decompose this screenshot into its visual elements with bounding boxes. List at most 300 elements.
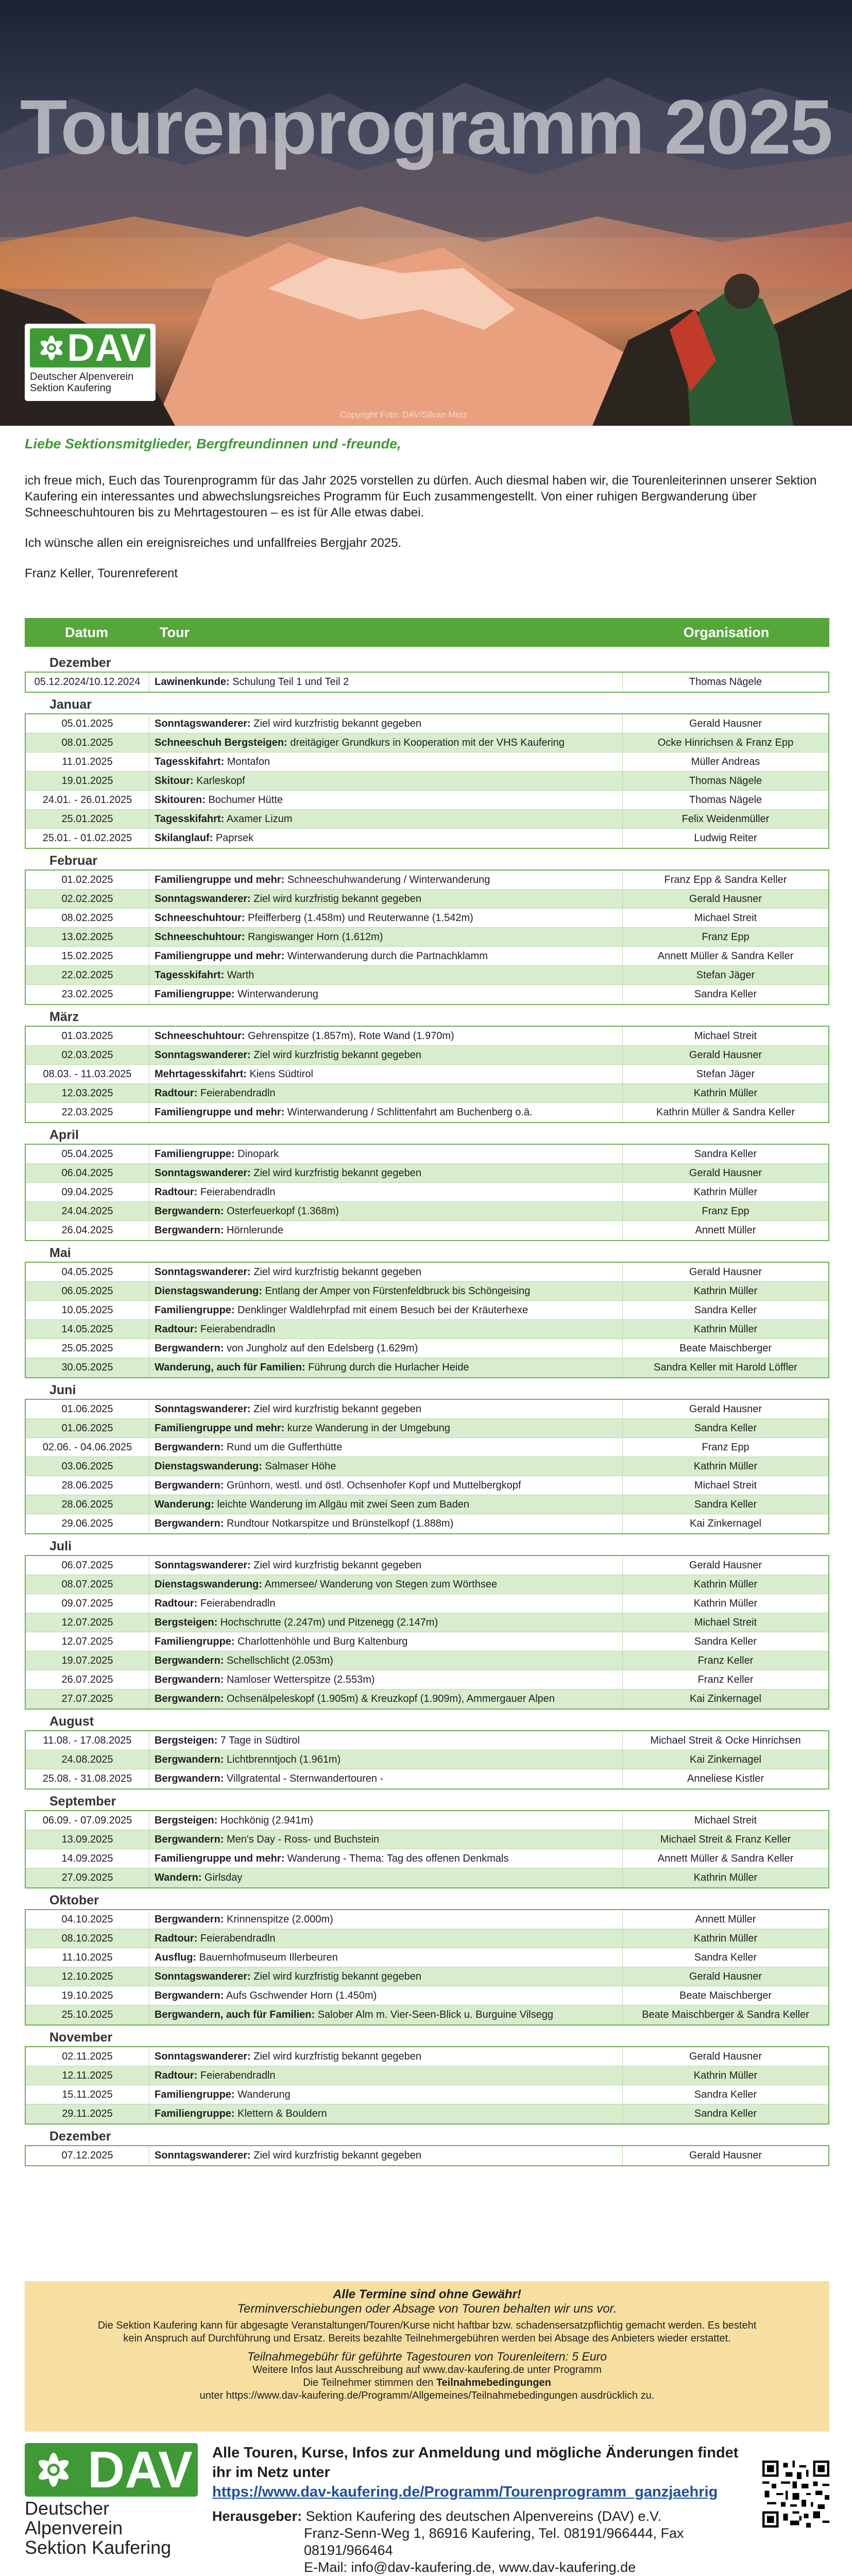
row-category: Familiengruppe: xyxy=(155,1635,235,1647)
row-tour xyxy=(149,2009,622,2021)
footer-logo-line-1: Deutscher Alpenverein xyxy=(25,2498,123,2538)
row-organisation: Gerald Hausner xyxy=(622,714,828,733)
row-date: 26.04.2025 xyxy=(26,1221,149,1240)
row-category: Bergwandern, auch für Familien: xyxy=(155,2009,315,2020)
row-date: 28.06.2025 xyxy=(26,1495,149,1514)
edelweiss-icon xyxy=(30,328,63,367)
table-row xyxy=(26,1027,828,1046)
row-date: 25.10.2025 xyxy=(26,2005,149,2025)
table-row xyxy=(26,733,828,752)
row-date: 19.10.2025 xyxy=(26,1986,149,2005)
row-tour xyxy=(149,989,622,1000)
terms-note xyxy=(25,2377,829,2389)
table-row xyxy=(26,1514,828,1533)
row-organisation: Kai Zinkernagel xyxy=(622,1750,828,1769)
row-category: Tagesskifahrt: xyxy=(155,969,225,981)
row-description: Winterwanderung durch die Partnachklamm xyxy=(284,950,488,962)
row-organisation: Michael Streit xyxy=(622,1613,828,1632)
row-tour xyxy=(149,718,622,730)
row-date: 08.01.2025 xyxy=(26,733,149,752)
row-date: 19.07.2025 xyxy=(26,1651,149,1670)
row-organisation: Michael Streit xyxy=(622,1811,828,1830)
row-tour xyxy=(149,1266,622,1278)
month-rows xyxy=(25,1730,829,1789)
row-date: 06.04.2025 xyxy=(26,1164,149,1182)
row-organisation: Kathrin Müller & Sandra Keller xyxy=(622,1103,828,1122)
table-row xyxy=(26,2146,828,2165)
table-row xyxy=(26,1670,828,1690)
row-description: Ammersee/ Wanderung von Stegen zum Wörthsee xyxy=(262,1578,498,1590)
row-category: Familiengruppe und mehr: xyxy=(155,1107,285,1118)
row-description: Feierabendradln xyxy=(197,1323,276,1335)
row-description: Grünhorn, westl. und östl. Ochsenhofer Kopf und Muttelbergkopf xyxy=(224,1479,521,1491)
row-tour xyxy=(149,1285,622,1297)
dav-logo xyxy=(25,324,156,401)
month-heading: Februar xyxy=(49,854,98,868)
row-description: Denklinger Waldlehrpfad mit einem Besuch bei der Kräuterhexe xyxy=(234,1304,529,1316)
month-rows xyxy=(25,1399,829,1534)
row-category: Familiengruppe: xyxy=(155,1304,235,1316)
row-category: Bergwandern: xyxy=(155,1441,224,1453)
row-organisation: Michael Streit xyxy=(622,1476,828,1495)
row-description: Hochschrutte (2.247m) und Pitzenegg (2.147m) xyxy=(217,1616,438,1628)
row-organisation: Kathrin Müller xyxy=(622,1457,828,1476)
row-description: Rangiswanger Horn (1.612m) xyxy=(245,931,383,943)
row-organisation: Sandra Keller xyxy=(622,1948,828,1967)
row-category: Bergwandern: xyxy=(155,1753,224,1765)
row-description: Paprsek xyxy=(213,832,254,844)
table-row xyxy=(26,1849,828,1868)
row-tour xyxy=(149,1068,622,1080)
row-description: Ziel wird kurzfristig bekannt gegeben xyxy=(250,1266,421,1278)
logo-line-2: Sektion Kaufering xyxy=(30,382,111,394)
row-tour xyxy=(149,1324,622,1335)
row-category: Bergwandern: xyxy=(155,1833,224,1845)
row-category: Sonntagswanderer: xyxy=(155,1559,251,1571)
row-category: Sonntagswanderer: xyxy=(155,1403,251,1415)
row-tour xyxy=(149,1754,622,1766)
row-date: 04.10.2025 xyxy=(26,1910,149,1929)
row-tour xyxy=(149,1853,622,1865)
row-description: Namloser Wetterspitze (2.553m) xyxy=(224,1674,375,1685)
month-heading: November xyxy=(49,2030,113,2045)
row-date: 05.01.2025 xyxy=(26,714,149,733)
table-row xyxy=(26,1339,828,1358)
row-organisation: Kathrin Müller xyxy=(622,2066,828,2085)
row-tour xyxy=(149,737,622,749)
row-description: Ziel wird kurzfristig bekannt gegeben xyxy=(250,893,421,905)
table-row xyxy=(26,985,828,1004)
row-category: Bergwandern: xyxy=(155,1913,224,1925)
intro-signature: Franz Keller, Tourenreferent xyxy=(25,566,178,580)
row-organisation: Ludwig Reiter xyxy=(622,829,828,848)
greeting: Liebe Sektionsmitglieder, Bergfreundinnen und -freunde, xyxy=(25,436,401,451)
table-row xyxy=(26,1750,828,1769)
row-description: Ziel wird kurzfristig bekannt gegeben xyxy=(250,2050,421,2062)
table-row xyxy=(26,1358,828,1377)
month-heading: September xyxy=(49,1794,116,1809)
table-row xyxy=(26,1830,828,1849)
row-tour xyxy=(149,1674,622,1686)
row-organisation: Sandra Keller xyxy=(622,2104,828,2123)
row-description: Charlottenhöhle und Burg Kaltenburg xyxy=(234,1635,408,1647)
month-rows xyxy=(25,1810,829,1888)
table-row xyxy=(26,1145,828,1164)
row-description: Pfeifferberg (1.458m) und Reuterwanne (1.542m) xyxy=(245,912,473,924)
row-description: Hörnlerunde xyxy=(224,1225,284,1236)
row-date: 22.03.2025 xyxy=(26,1103,149,1122)
row-description: Entlang der Amper von Fürstenfeldbruck bis Schöngeising xyxy=(262,1285,531,1297)
table-row xyxy=(26,1221,828,1240)
row-date: 08.03. - 11.03.2025 xyxy=(26,1065,149,1083)
table-row xyxy=(26,1046,828,1065)
row-category: Familiengruppe und mehr: xyxy=(155,1852,285,1864)
footer-logo-wordmark: DAV xyxy=(82,2443,198,2497)
row-description: Aufs Gschwender Horn (1.450m) xyxy=(224,1989,377,2001)
row-description: dreitägiger Grundkurs in Kooperation mit der VHS Kaufering xyxy=(287,737,565,748)
row-description: Salmaser Höhe xyxy=(262,1460,336,1472)
row-tour xyxy=(149,1107,622,1118)
row-category: Radtour: xyxy=(155,1323,198,1335)
row-category: Tagesskifahrt: xyxy=(155,813,225,825)
row-tour xyxy=(149,1815,622,1827)
row-category: Radtour: xyxy=(155,1186,198,1198)
month-heading: Januar xyxy=(49,697,92,712)
row-description: Ziel wird kurzfristig bekannt gegeben xyxy=(250,1970,421,1982)
row-category: Skitour: xyxy=(155,775,194,787)
row-description: Wanderung xyxy=(234,2088,291,2100)
month-heading: Oktober xyxy=(49,1893,99,1908)
row-organisation: Gerald Hausner xyxy=(622,1263,828,1281)
table-row xyxy=(26,1556,828,1575)
table-row xyxy=(26,1183,828,1202)
row-date: 15.11.2025 xyxy=(26,2085,149,2104)
row-tour xyxy=(149,1030,622,1042)
row-organisation: Michael Streit & Ocke Hinrichsen xyxy=(622,1731,828,1750)
row-tour xyxy=(149,893,622,905)
row-category: Sonntagswanderer: xyxy=(155,717,251,729)
row-description: Feierabendradln xyxy=(197,2069,276,2081)
row-date: 14.09.2025 xyxy=(26,1849,149,1868)
row-description: Men's Day - Ross- und Buchstein xyxy=(224,1833,380,1845)
row-description: Winterwanderung / Schlittenfahrt am Buchenberg o.ä. xyxy=(284,1107,533,1118)
table-row xyxy=(26,2005,828,2025)
row-date: 29.11.2025 xyxy=(26,2104,149,2123)
row-date: 29.06.2025 xyxy=(26,1514,149,1533)
row-category: Schneeschuhtour: xyxy=(155,931,245,943)
table-row xyxy=(26,1495,828,1514)
row-category: Sonntagswanderer: xyxy=(155,1049,251,1061)
row-category: Bergwandern: xyxy=(155,1674,224,1685)
row-organisation: Sandra Keller xyxy=(622,2085,828,2104)
row-tour xyxy=(149,1933,622,1945)
row-organisation: Kathrin Müller xyxy=(622,1868,828,1887)
row-description: Krinnenspitze (2.000m) xyxy=(224,1913,333,1925)
logo-line-1: Deutscher Alpenverein xyxy=(30,371,134,382)
row-organisation: Michael Streit xyxy=(622,1027,828,1045)
table-row xyxy=(26,2085,828,2104)
table-row xyxy=(26,1476,828,1495)
row-date: 04.05.2025 xyxy=(26,1263,149,1281)
row-category: Radtour: xyxy=(155,2069,198,2081)
row-category: Sonntagswanderer: xyxy=(155,1266,251,1278)
row-date: 02.03.2025 xyxy=(26,1046,149,1064)
table-row xyxy=(26,1651,828,1670)
row-organisation: Kai Zinkernagel xyxy=(622,1690,828,1709)
table-row xyxy=(26,752,828,772)
disclaimer-subtitle: Terminverschiebungen oder Absage von Touren behalten wir uns vor. xyxy=(237,2302,617,2316)
row-date: 12.10.2025 xyxy=(26,1967,149,1986)
row-category: Familiengruppe: xyxy=(155,2088,235,2100)
tour-table xyxy=(25,618,829,2166)
row-organisation: Franz Epp xyxy=(622,928,828,946)
publisher-line xyxy=(212,2508,758,2525)
row-tour xyxy=(149,1914,622,1926)
header-date: Datum xyxy=(64,624,108,640)
row-description: 7 Tage in Südtirol xyxy=(217,1734,300,1746)
table-row xyxy=(26,1986,828,2005)
terms-url[interactable]: unter https://www.dav-kaufering.de/Programm/Allgemeines/Teilnahmebedingungen ausdrücklich zu. xyxy=(199,2390,655,2401)
publisher-label: Herausgeber: xyxy=(212,2508,302,2524)
row-date: 12.11.2025 xyxy=(26,2066,149,2085)
row-date: 12.07.2025 xyxy=(26,1613,149,1632)
table-row xyxy=(26,772,828,791)
row-tour xyxy=(149,1579,622,1591)
row-category: Radtour: xyxy=(155,1087,198,1099)
row-category: Familiengruppe und mehr: xyxy=(155,874,285,885)
row-organisation: Thomas Nägele xyxy=(622,673,828,692)
table-row xyxy=(26,1948,828,1967)
row-tour xyxy=(149,1088,622,1099)
month-rows xyxy=(25,869,829,1005)
row-date: 07.12.2025 xyxy=(26,2146,149,2165)
row-organisation: Sandra Keller mit Harold Löffler xyxy=(622,1358,828,1377)
row-organisation: Anneliese Kistler xyxy=(622,1769,828,1788)
program-link[interactable]: https://www.dav-kaufering.de/Programm/Tourenprogramm_ganzjaehrig xyxy=(212,2484,718,2500)
row-date: 25.08. - 31.08.2025 xyxy=(26,1769,149,1788)
row-tour xyxy=(149,1518,622,1530)
row-tour xyxy=(149,813,622,825)
row-date: 24.08.2025 xyxy=(26,1750,149,1769)
row-description: Feierabendradln xyxy=(197,1932,276,1944)
table-row xyxy=(26,1731,828,1750)
row-description: Ochsenälpeleskopf (1.905m) & Kreuzkopf (1.909m), Ammergauer Alpen xyxy=(224,1693,555,1704)
row-tour xyxy=(149,1499,622,1511)
row-category: Familiengruppe: xyxy=(155,989,235,1000)
table-row xyxy=(26,1929,828,1948)
publisher-contact[interactable]: E-Mail: info@dav-kaufering.de, www.dav-kaufering.de xyxy=(304,2560,636,2575)
row-date: 19.01.2025 xyxy=(26,772,149,790)
row-description: Winterwanderung xyxy=(234,989,318,1000)
row-category: Radtour: xyxy=(155,1597,198,1609)
row-tour xyxy=(149,1735,622,1747)
footer-logo-line-2: Sektion Kaufering xyxy=(25,2537,172,2558)
row-organisation: Sandra Keller xyxy=(622,1419,828,1437)
row-organisation: Kathrin Müller xyxy=(622,1084,828,1102)
row-organisation: Kathrin Müller xyxy=(622,1320,828,1339)
row-category: Bergwandern: xyxy=(155,1693,224,1704)
row-category: Skitouren: xyxy=(155,794,206,806)
row-organisation: Gerald Hausner xyxy=(622,890,828,908)
intro-wish: Ich wünsche allen ein ereignisreiches und unfallfreies Bergjahr 2025. xyxy=(25,536,402,550)
row-tour xyxy=(149,1362,622,1374)
row-category: Bergsteigen: xyxy=(155,1734,218,1746)
footer-dav-logo xyxy=(25,2443,205,2557)
row-category: Ausflug: xyxy=(155,1951,197,1963)
row-category: Radtour: xyxy=(155,1932,198,1944)
table-row xyxy=(26,1594,828,1613)
table-row xyxy=(26,871,828,890)
row-tour xyxy=(149,1971,622,1983)
row-tour xyxy=(149,1617,622,1629)
row-date: 01.06.2025 xyxy=(26,1419,149,1437)
month-rows xyxy=(25,713,829,849)
row-date: 05.04.2025 xyxy=(26,1145,149,1163)
row-description: Axamer Lizum xyxy=(224,813,293,825)
edelweiss-icon xyxy=(25,2443,82,2497)
row-organisation: Thomas Nägele xyxy=(622,772,828,790)
footer xyxy=(0,2438,852,2575)
table-row xyxy=(26,1868,828,1887)
row-tour xyxy=(149,1872,622,1884)
row-category: Lawinenkunde: xyxy=(155,676,230,688)
row-description: Wanderung - Thema: Tag des offenen Denkmals xyxy=(284,1852,509,1864)
row-organisation: Franz Epp xyxy=(622,1438,828,1457)
table-row xyxy=(26,1690,828,1709)
row-category: Schneeschuhtour: xyxy=(155,1030,245,1042)
row-tour xyxy=(149,1423,622,1434)
row-date: 06.05.2025 xyxy=(26,1282,149,1300)
row-category: Bergwandern: xyxy=(155,1654,224,1666)
row-organisation: Sandra Keller xyxy=(622,1632,828,1651)
row-organisation: Franz Epp xyxy=(622,1202,828,1220)
footer-info-line: Alle Touren, Kurse, Infos zur Anmeldung und mögliche Änderungen findet ihr im Netz unter xyxy=(212,2445,739,2481)
row-date: 09.04.2025 xyxy=(26,1183,149,1201)
row-tour xyxy=(149,1560,622,1571)
row-tour xyxy=(149,1636,622,1648)
row-tour xyxy=(149,1148,622,1160)
qr-code-icon[interactable] xyxy=(762,2461,829,2528)
row-tour xyxy=(149,1049,622,1061)
row-date: 06.09. - 07.09.2025 xyxy=(26,1811,149,1830)
row-date: 08.10.2025 xyxy=(26,1929,149,1948)
table-row xyxy=(26,928,828,947)
row-organisation: Beate Maischberger xyxy=(622,1986,828,2005)
row-organisation: Gerald Hausner xyxy=(622,1164,828,1182)
row-description: Girlsday xyxy=(201,1872,243,1883)
row-organisation: Annett Müller xyxy=(622,1910,828,1929)
row-category: Bergwandern: xyxy=(155,1205,224,1217)
row-category: Sonntagswanderer: xyxy=(155,2050,251,2062)
table-row xyxy=(26,1910,828,1929)
row-organisation: Kathrin Müller xyxy=(622,1282,828,1300)
row-category: Familiengruppe und mehr: xyxy=(155,950,285,962)
row-tour xyxy=(149,2150,622,2162)
row-date: 02.06. - 04.06.2025 xyxy=(26,1438,149,1457)
month-heading: Mai xyxy=(49,1246,71,1260)
row-organisation: Gerald Hausner xyxy=(622,2047,828,2066)
row-organisation: Michael Streit xyxy=(622,909,828,927)
row-date: 28.06.2025 xyxy=(26,1476,149,1495)
table-row xyxy=(26,1811,828,1830)
row-tour xyxy=(149,775,622,787)
logo-wordmark: DAV xyxy=(63,328,150,367)
terms-link[interactable]: Teilnahmebedingungen xyxy=(436,2377,551,2388)
row-category: Dienstagswanderung: xyxy=(155,1578,262,1590)
table-row xyxy=(26,1301,828,1320)
table-header xyxy=(25,618,829,647)
row-date: 12.07.2025 xyxy=(26,1632,149,1651)
row-tour xyxy=(149,1693,622,1705)
table-row xyxy=(26,1438,828,1457)
row-description: Montafon xyxy=(224,756,270,767)
row-category: Bergwandern: xyxy=(155,1989,224,2001)
row-tour xyxy=(149,1952,622,1964)
month-heading: August xyxy=(49,1714,94,1729)
row-category: Wanderung: xyxy=(155,1498,214,1510)
month-rows xyxy=(25,1262,829,1378)
row-tour xyxy=(149,874,622,886)
row-tour xyxy=(149,1598,622,1610)
month-rows xyxy=(25,2145,829,2166)
row-organisation: Kathrin Müller xyxy=(622,1594,828,1613)
row-description: Bochumer Hütte xyxy=(205,794,283,806)
row-category: Sonntagswanderer: xyxy=(155,1970,251,1982)
row-organisation: Franz Keller xyxy=(622,1651,828,1670)
disclaimer-title: Alle Termine sind ohne Gewähr! xyxy=(333,2287,521,2301)
intro-section xyxy=(25,436,828,596)
row-date: 23.02.2025 xyxy=(26,985,149,1004)
table-row xyxy=(26,1320,828,1339)
row-organisation: Annett Müller & Sandra Keller xyxy=(622,1849,828,1868)
row-date: 11.01.2025 xyxy=(26,752,149,771)
row-description: Warth xyxy=(224,969,254,981)
photo-credit: Copyright Foto: DAV/Silvan Metz xyxy=(340,410,468,420)
row-organisation: Kathrin Müller xyxy=(622,1929,828,1948)
row-organisation: Gerald Hausner xyxy=(622,2146,828,2165)
row-category: Schneeschuhtour: xyxy=(155,912,245,924)
row-tour xyxy=(149,1225,622,1236)
row-category: Wandern: xyxy=(155,1872,202,1883)
row-description: Rund um die Gufferthütte xyxy=(224,1441,343,1453)
table-row xyxy=(26,1084,828,1103)
row-tour xyxy=(149,931,622,943)
month-heading: März xyxy=(49,1010,79,1024)
row-tour xyxy=(149,1480,622,1492)
row-category: Familiengruppe: xyxy=(155,2108,235,2119)
table-row xyxy=(26,1632,828,1651)
row-description: Feierabendradln xyxy=(197,1597,276,1609)
row-tour xyxy=(149,1461,622,1473)
row-description: Ziel wird kurzfristig bekannt gegeben xyxy=(250,2150,421,2161)
row-category: Sonntagswanderer: xyxy=(155,893,251,905)
row-organisation: Ocke Hinrichsen & Franz Epp xyxy=(622,733,828,752)
month-rows xyxy=(25,2046,829,2125)
row-organisation: Sandra Keller xyxy=(622,985,828,1004)
row-tour xyxy=(149,756,622,768)
table-row xyxy=(26,673,828,692)
row-organisation: Sandra Keller xyxy=(622,1495,828,1514)
row-category: Bergwandern: xyxy=(155,1225,224,1236)
row-date: 08.07.2025 xyxy=(26,1575,149,1594)
row-date: 01.06.2025 xyxy=(26,1400,149,1418)
row-organisation: Franz Keller xyxy=(622,1670,828,1689)
row-date: 03.06.2025 xyxy=(26,1457,149,1476)
row-description: von Jungholz auf den Edelsberg (1.629m) xyxy=(224,1342,418,1354)
publisher-address: Franz-Senn-Weg 1, 86916 Kaufering, Tel. 08191/966444, Fax 08191/966464 xyxy=(304,2525,684,2558)
table-row xyxy=(26,1457,828,1476)
row-description: Hochkönig (2.941m) xyxy=(217,1814,313,1826)
